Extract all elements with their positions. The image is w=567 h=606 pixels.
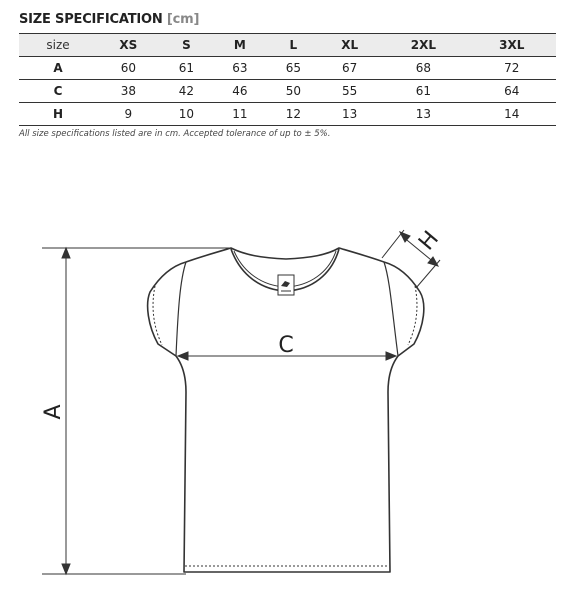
header-cell: XS [97,34,160,57]
title-unit: [cm] [166,12,200,27]
tolerance-note: All size specifications listed are in cm. Accepted tolerance of up to ± 5%. [19,129,331,139]
header-cell: 2XL [379,34,467,57]
table-cell: 63 [213,57,266,80]
table-cell: 11 [213,103,266,126]
table-cell: 60 [97,57,160,80]
dimension-a [42,248,231,574]
header-cell: size [19,34,97,57]
table-cell: 13 [379,103,467,126]
table-cell: 64 [468,80,556,103]
header-cell: XL [320,34,379,57]
table-cell: 65 [267,57,320,80]
dimension-a-label: A [41,404,66,420]
table-cell: 68 [379,57,467,80]
row-label: C [19,80,97,103]
row-label: A [19,57,97,80]
header-cell: S [160,34,213,57]
table-cell: 50 [267,80,320,103]
table-cell: 10 [160,103,213,126]
header-cell: 3XL [468,34,556,57]
table-cell: 9 [97,103,160,126]
dimension-c-label: C [278,333,294,358]
table-cell: 55 [320,80,379,103]
title-text: SIZE SPECIFICATION [19,12,163,27]
table-cell: 13 [320,103,379,126]
table-cell: 42 [160,80,213,103]
table-cell: 72 [468,57,556,80]
table-cell: 67 [320,57,379,80]
header-cell: L [267,34,320,57]
table-cell: 12 [267,103,320,126]
table-cell: 38 [97,80,160,103]
dimension-h-label: H [414,226,445,256]
table-cell: 14 [468,103,556,126]
table-cell: 46 [213,80,266,103]
row-label: H [19,103,97,126]
neck-label-icon [278,275,294,295]
table-cell: 61 [379,80,467,103]
header-cell: M [213,34,266,57]
table-cell: 61 [160,57,213,80]
tshirt-outline [148,248,424,572]
